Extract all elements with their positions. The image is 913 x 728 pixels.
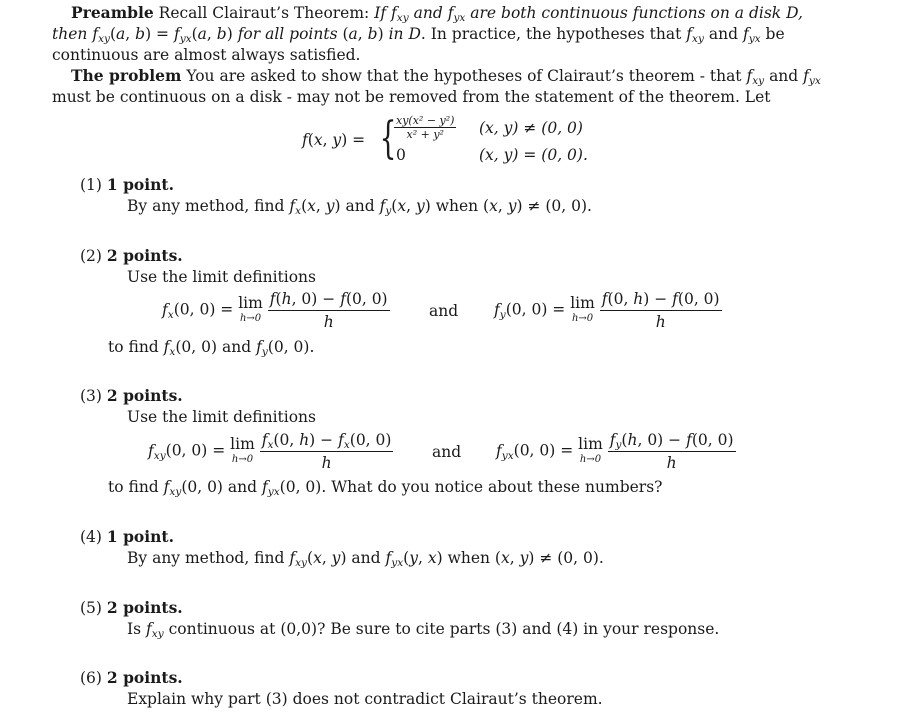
part-3-and: and xyxy=(432,443,462,461)
part-5-text: Is $f_{xy}$ continuous at (0,0)? Be sure to cite parts (3) and (4) in your response. xyxy=(127,620,720,641)
preamble-heading: Preamble xyxy=(71,3,154,22)
part-4-header: (4) 1 point. xyxy=(80,527,174,546)
part-1-header: (1) 1 point. xyxy=(80,175,174,194)
part-2-header: (2) 2 points. xyxy=(80,246,183,265)
part-3-find: to find $f_{xy}(0$, 0) and $f_{yx}(0$, 0). What do you notice about these numbers? xyxy=(108,478,663,499)
problem-line-1: The problem You are asked to show that the hypotheses of Clairaut’s theorem - that $f_{xy}$ and $f_{yx}$ xyxy=(71,66,821,88)
preamble-line-2: then $f_{xy}(a$, $b) = f_{yx}(a$, b) for all points (a, b) in D. In practice, the hypotheses that $f_{xy}$ and $f_{yx}$ be xyxy=(52,25,785,46)
case2-condition: (x, y) = (0, 0). xyxy=(479,146,588,164)
preamble-line-1: Preamble Recall Clairaut’s Theorem: If $f_{xy}$ and $f_{yx}$ are both continuous functions on a disk D, xyxy=(71,3,803,25)
part-3-intro: Use the limit definitions xyxy=(127,408,316,426)
case1-condition: (x, y) ≠ (0, 0) xyxy=(479,119,583,137)
part-2-fy-definition: $f_y(0$, 0) = lim h→0 $\frac{f(0, h) - f(0, 0)}{h}$ xyxy=(494,290,720,331)
case2-value: 0 xyxy=(396,146,406,164)
problem-heading: The problem xyxy=(71,66,182,85)
part-2-fx-definition: $f_x(0$, 0) = lim h→0 $\frac{f(h, 0) - f(0, 0)}{h}$ xyxy=(162,290,388,331)
part-5-header: (5) 2 points. xyxy=(80,598,183,617)
preamble-line-3: continuous are almost always satisfied. xyxy=(52,46,361,64)
part-4-text: By any method, find $f_{xy}(x$, y) and $f_{yx}(y$, x) when (x, y) ≠ (0, 0). xyxy=(127,549,604,570)
part-2-and: and xyxy=(429,302,459,320)
part-3-header: (3) 2 points. xyxy=(80,386,183,405)
part-1-text: By any method, find $f_x(x$, y) and $f_y(x$, y) when (x, y) ≠ (0, 0). xyxy=(127,197,592,218)
part-6-text: Explain why part (3) does not contradict Clairaut’s theorem. xyxy=(127,690,603,708)
problem-line-2: must be continuous on a disk - may not be removed from the statement of the theorem. Let xyxy=(52,88,771,106)
case1-fraction: $\frac{\text{xy(x² − y²)}}{\text{x² + y²}}$ xyxy=(396,114,455,141)
brace-symbol: { xyxy=(379,113,397,164)
part-6-header: (6) 2 points. xyxy=(80,668,183,687)
part-3-fyx-definition: $f_{yx}(0$, 0) = lim h→0 $\frac{f_y(h, 0) - f(0, 0)}{h}$ xyxy=(496,431,734,472)
part-2-intro: Use the limit definitions xyxy=(127,268,316,286)
part-2-find: to find $f_x(0$, 0) and $f_y(0$, 0). xyxy=(108,338,315,359)
part-3-fxy-definition: $f_{xy}(0$, 0) = lim h→0 $\frac{f_x(0, h) - f_x(0, 0)}{h}$ xyxy=(148,431,392,472)
